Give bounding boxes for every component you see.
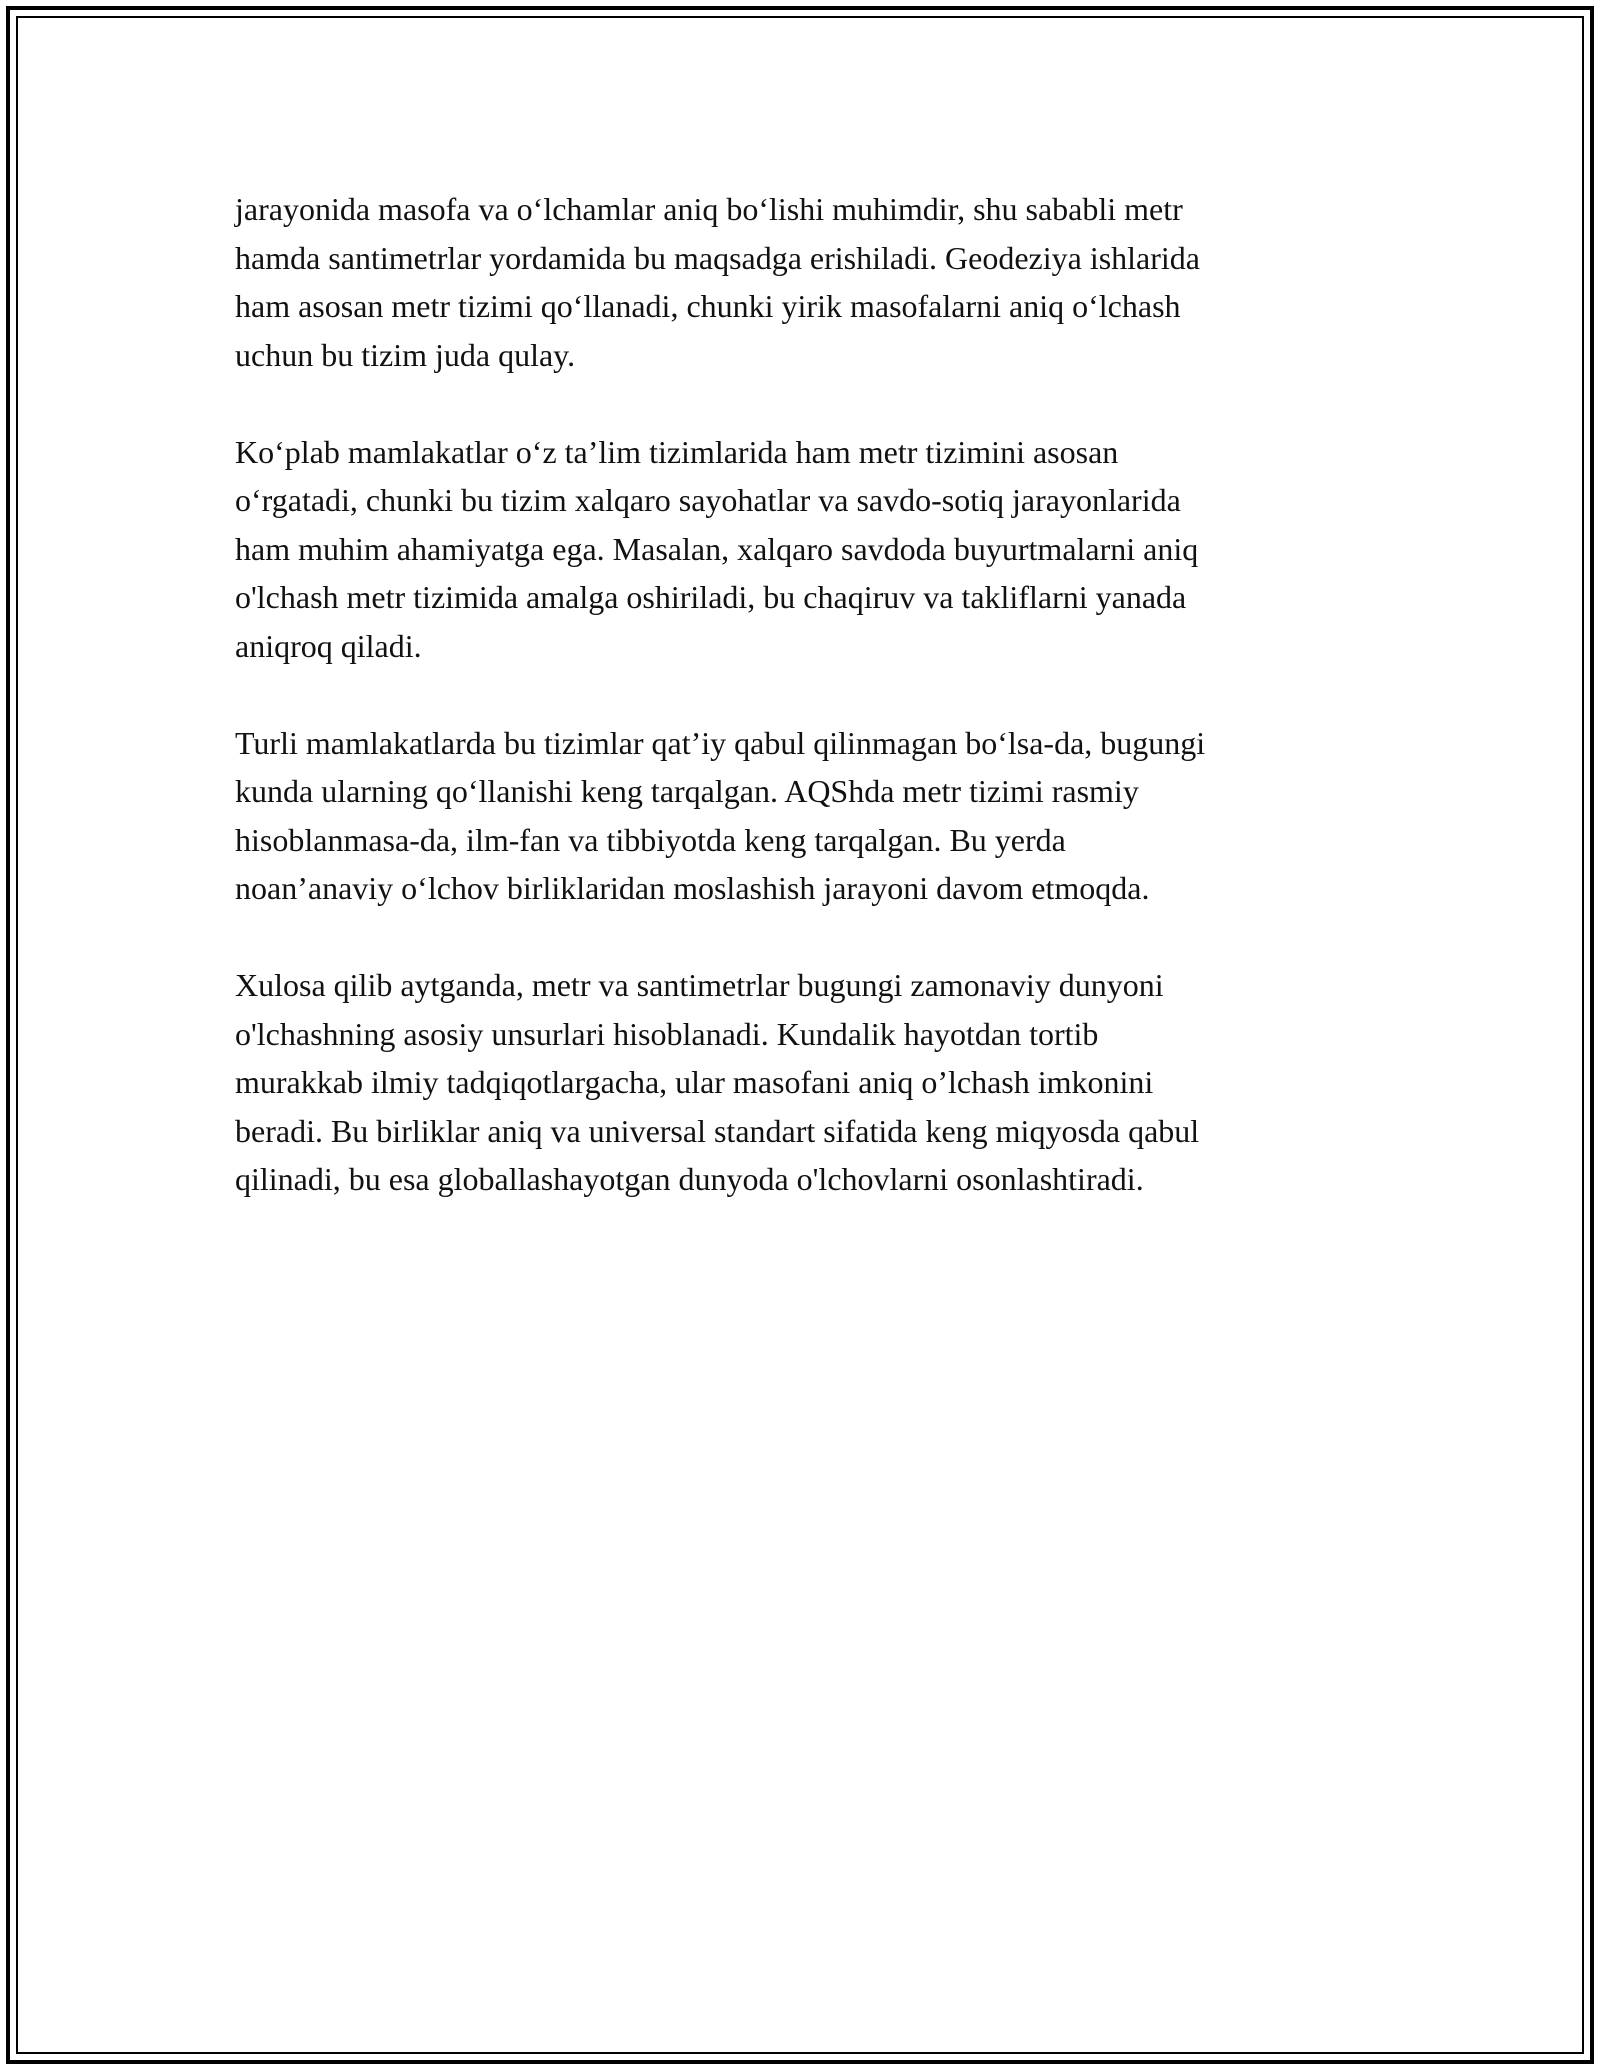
paragraph-1 — [235, 185, 1365, 379]
text-line: ham asosan metr tizimi qo‘llanadi, chunki yirik masofalarni aniq o‘lchash — [235, 288, 1181, 324]
text-line: beradi. Bu birliklar aniq va universal standart sifatida keng miqyosda qabul — [235, 1112, 1200, 1149]
text-line: ham muhim ahamiyatga ega. Masalan, xalqaro savdoda buyurtmalarni aniq — [235, 530, 1199, 567]
text-line: murakkab ilmiy tadqiqotlargacha, ular masofani aniq o’lchash imkonini — [235, 1064, 1154, 1100]
document-body — [235, 185, 1365, 1252]
text-line: kunda ularning qo‘llanishi keng tarqalgan. AQShda metr tizimi rasmiy — [235, 773, 1139, 809]
text-line: uchun bu tizim juda qulay. — [235, 336, 576, 373]
paragraph-4 — [235, 961, 1365, 1204]
text-line: noan’anaviy o‘lchov birliklaridan moslashish jarayoni davom etmoqda. — [235, 870, 1150, 906]
paragraph-2 — [235, 428, 1365, 671]
text-line: hamda santimetrlar yordamida bu maqsadga erishiladi. Geodeziya ishlarida — [235, 239, 1200, 276]
text-line: o‘rgatadi, chunki bu tizim xalqaro sayohatlar va savdo-sotiq jarayonlarida — [235, 482, 1181, 518]
text-line: aniqroq qiladi. — [235, 627, 422, 664]
paragraph-3 — [235, 719, 1365, 913]
text-line: Turli mamlakatlarda bu tizimlar qat’iy qabul qilinmagan bo‘lsa-da, bugungi — [235, 724, 1206, 761]
text-line: Xulosa qilib aytganda, metr va santimetrlar bugungi zamonaviy dunyoni — [235, 967, 1164, 1003]
text-line: jarayonida masofa va o‘lchamlar aniq bo‘lishi muhimdir, shu sababli metr — [235, 191, 1183, 227]
text-line: Ko‘plab mamlakatlar o‘z ta’lim tizimlarida ham metr tizimini asosan — [235, 433, 1119, 470]
text-line: o'lchash metr tizimida amalga oshiriladi, bu chaqiruv va takliflarni yanada — [235, 579, 1187, 615]
text-line: hisoblanmasa-da, ilm-fan va tibbiyotda keng tarqalgan. Bu yerda — [235, 821, 1066, 858]
text-line: o'lchashning asosiy unsurlari hisoblanadi. Kundalik hayotdan tortib — [235, 1015, 1099, 1052]
text-line: qilinadi, bu esa globallashayotgan dunyoda o'lchovlarni osonlashtiradi. — [235, 1161, 1144, 1197]
